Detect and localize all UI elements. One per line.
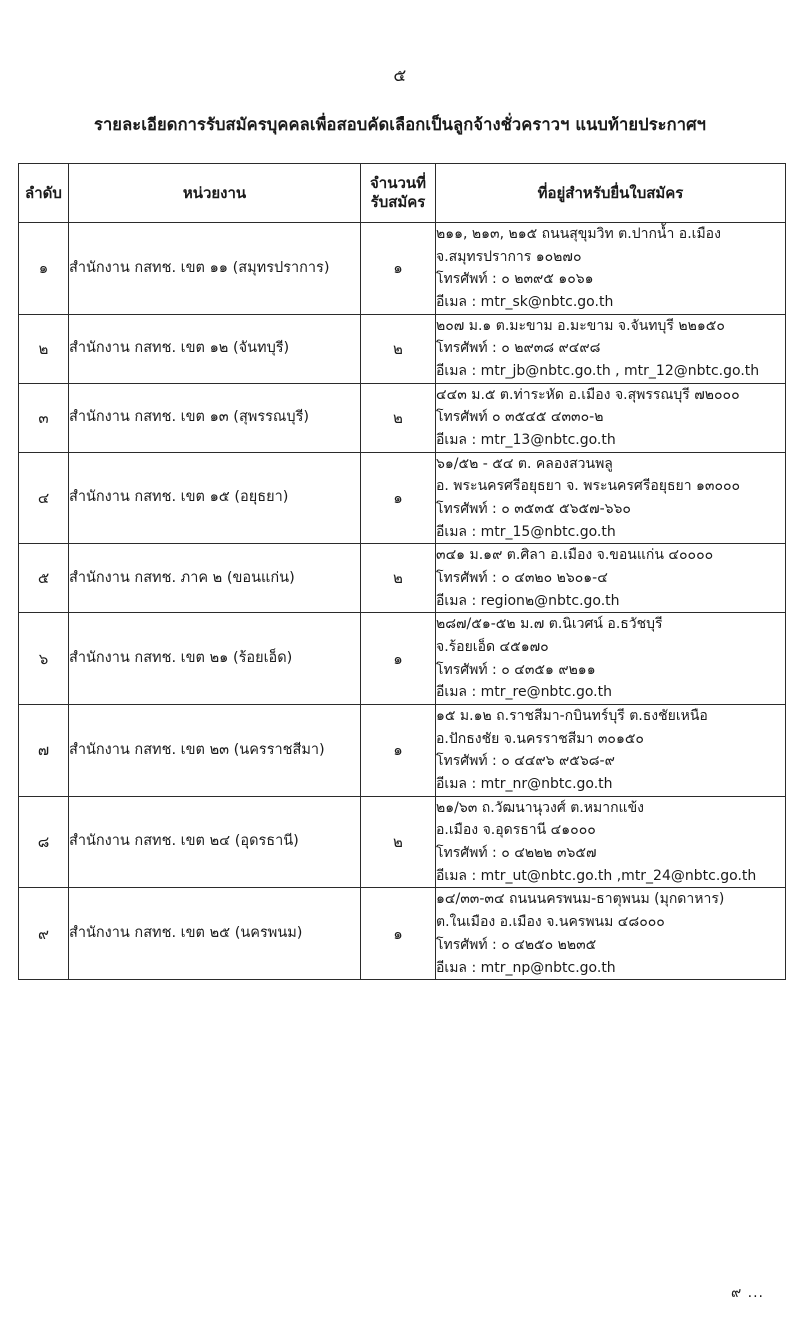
cell-order: ๒: [19, 314, 69, 383]
address-line: ๓๔๑ ม.๑๙ ต.ศิลา อ.เมือง จ.ขอนแก่น ๔๐๐๐๐: [436, 547, 714, 564]
cell-address: [436, 705, 786, 797]
cell-count: ๑: [361, 452, 436, 544]
cell-address: [436, 383, 786, 452]
address-line: โทรศัพท์ : ๐ ๔๔๙๖ ๙๕๖๘-๙: [436, 753, 615, 770]
footer-continuation-note: ๙ ...: [730, 1285, 764, 1301]
address-line: อีเมล : mtr_nr@nbtc.go.th: [436, 776, 613, 793]
cell-count: ๒: [361, 383, 436, 452]
table-row: [19, 383, 786, 452]
cell-count: ๑: [361, 613, 436, 705]
address-line: โทรศัพท์ : ๐ ๒๓๙๕ ๑๐๖๑: [436, 271, 594, 288]
address-line: ๒๑๑, ๒๑๓, ๒๑๕ ถนนสุขุมวิท ต.ปากน้ำ อ.เมือง: [436, 226, 721, 242]
table-row: [19, 796, 786, 888]
address-line: ๒๐๗ ม.๑ ต.มะขาม อ.มะขาม จ.จันทบุรี ๒๒๑๕๐: [436, 317, 725, 334]
cell-agency: สำนักงาน กสทช. เขต ๒๑ (ร้อยเอ็ด): [69, 613, 361, 705]
cell-address: [436, 888, 786, 980]
cell-agency: สำนักงาน กสทช. เขต ๒๓ (นครราชสีมา): [69, 705, 361, 797]
table-row: [19, 223, 786, 315]
cell-order: ๙: [19, 888, 69, 980]
address-line: อีเมล : mtr_15@nbtc.go.th: [436, 523, 616, 540]
table-row: [19, 888, 786, 980]
cell-address: [436, 613, 786, 705]
cell-address: [436, 314, 786, 383]
column-header-address: ที่อยู่สำหรับยื่นใบสมัคร: [436, 164, 786, 223]
address-line: อ.ปักธงชัย จ.นครราชสีมา ๓๐๑๕๐: [436, 730, 644, 747]
table-header-row: [19, 164, 786, 223]
cell-address: [436, 796, 786, 888]
table-row: [19, 705, 786, 797]
column-header-count: [361, 164, 436, 223]
cell-agency: สำนักงาน กสทช. เขต ๑๑ (สมุทรปราการ): [69, 223, 361, 315]
cell-order: ๗: [19, 705, 69, 797]
cell-order: ๑: [19, 223, 69, 315]
address-line: โทรศัพท์ : ๐ ๒๙๓๘ ๙๔๙๘: [436, 340, 601, 357]
address-line: ๖๑/๕๒ - ๕๔ ต. คลองสวนพลู: [436, 455, 613, 472]
table-row: [19, 452, 786, 544]
address-line: ต.ในเมือง อ.เมือง จ.นครพนม ๔๘๐๐๐: [436, 914, 665, 931]
address-line: อีเมล : mtr_jb@nbtc.go.th , mtr_12@nbtc.go.th: [436, 363, 760, 380]
cell-order: ๖: [19, 613, 69, 705]
page-number: ๕: [393, 66, 407, 86]
cell-count: ๑: [361, 223, 436, 315]
cell-order: ๘: [19, 796, 69, 888]
table-header: [19, 164, 786, 223]
address-line: โทรศัพท์ : ๐ ๔๓๕๑ ๙๒๑๑: [436, 661, 596, 678]
cell-address: [436, 223, 786, 315]
cell-count: ๒: [361, 544, 436, 613]
address-line: อ. พระนครศรีอยุธยา จ. พระนครศรีอยุธยา ๑๓๐๐๐: [436, 478, 741, 495]
table-row: [19, 314, 786, 383]
column-header-order: ลำดับ: [19, 164, 69, 223]
cell-count: ๑: [361, 705, 436, 797]
cell-order: ๕: [19, 544, 69, 613]
column-header-count-line1: จำนวนที่: [369, 174, 427, 193]
address-line: ๒๘๗/๕๑-๕๒ ม.๗ ต.นิเวศน์ อ.ธวัชบุรี: [436, 616, 663, 633]
cell-agency: สำนักงาน กสทช. เขต ๑๒ (จันทบุรี): [69, 314, 361, 383]
address-line: อีเมล : mtr_sk@nbtc.go.th: [436, 294, 614, 311]
cell-agency: สำนักงาน กสทช. เขต ๑๓ (สุพรรณบุรี): [69, 383, 361, 452]
address-line: อีเมล : mtr_re@nbtc.go.th: [436, 684, 612, 701]
address-line: ๑๕ ม.๑๒ ถ.ราชสีมา-กบินทร์บุรี ต.ธงชัยเหนือ: [436, 708, 708, 725]
cell-count: ๒: [361, 796, 436, 888]
address-line: ๑๔/๓๓-๓๔ ถนนนครพนม-ธาตุพนม (มุกดาหาร): [436, 891, 725, 908]
address-line: อีเมล : region๒@nbtc.go.th: [436, 592, 620, 609]
cell-address: [436, 544, 786, 613]
cell-count: ๑: [361, 888, 436, 980]
cell-agency: สำนักงาน กสทช. เขต ๑๕ (อยุธยา): [69, 452, 361, 544]
address-line: จ.ร้อยเอ็ด ๔๕๑๗๐: [436, 639, 549, 656]
registration-table-container: [18, 163, 785, 980]
registration-table: [18, 163, 786, 980]
column-header-count-line2: รับสมัคร: [370, 193, 426, 211]
address-line: โทรศัพท์ : ๐ ๓๕๓๕ ๕๖๕๗-๖๖๐: [436, 501, 631, 518]
cell-order: ๔: [19, 452, 69, 544]
page-title: รายละเอียดการรับสมัครบุคคลเพื่อสอบคัดเลือกเป็นลูกจ้างชั่วคราวฯ แนบท้ายประกาศฯ: [93, 115, 707, 134]
cell-address: [436, 452, 786, 544]
address-line: ๒๑/๖๓ ถ.วัฒนานุวงศ์ ต.หมากแข้ง: [436, 799, 644, 816]
address-line: จ.สมุทรปราการ ๑๐๒๗๐: [436, 248, 582, 265]
cell-count: ๒: [361, 314, 436, 383]
address-line: อ.เมือง จ.อุดรธานี ๔๑๐๐๐: [436, 822, 596, 839]
table-row: [19, 613, 786, 705]
address-line: โทรศัพท์ ๐ ๓๕๔๕ ๔๓๓๐-๒: [436, 409, 604, 426]
table-row: [19, 544, 786, 613]
address-line: โทรศัพท์ : ๐ ๔๒๒๒ ๓๖๕๗: [436, 845, 597, 862]
cell-agency: สำนักงาน กสทช. เขต ๒๕ (นครพนม): [69, 888, 361, 980]
address-line: อีเมล : mtr_ut@nbtc.go.th ,mtr_24@nbtc.go.th: [436, 867, 757, 884]
cell-agency: สำนักงาน กสทช. เขต ๒๔ (อุดรธานี): [69, 796, 361, 888]
address-line: โทรศัพท์ : ๐ ๔๓๒๐ ๒๖๐๑-๔: [436, 570, 608, 587]
address-line: อีเมล : mtr_13@nbtc.go.th: [436, 432, 616, 449]
address-line: ๔๔๓ ม.๕ ต.ท่าระหัด อ.เมือง จ.สุพรรณบุรี ๗๒๐๐๐: [436, 386, 740, 403]
cell-agency: สำนักงาน กสทช. ภาค ๒ (ขอนแก่น): [69, 544, 361, 613]
column-header-agency: หน่วยงาน: [69, 164, 361, 223]
cell-order: ๓: [19, 383, 69, 452]
address-line: อีเมล : mtr_np@nbtc.go.th: [436, 959, 616, 976]
table-body: [19, 223, 786, 980]
address-line: โทรศัพท์ : ๐ ๔๒๕๐ ๒๒๓๕: [436, 936, 597, 953]
